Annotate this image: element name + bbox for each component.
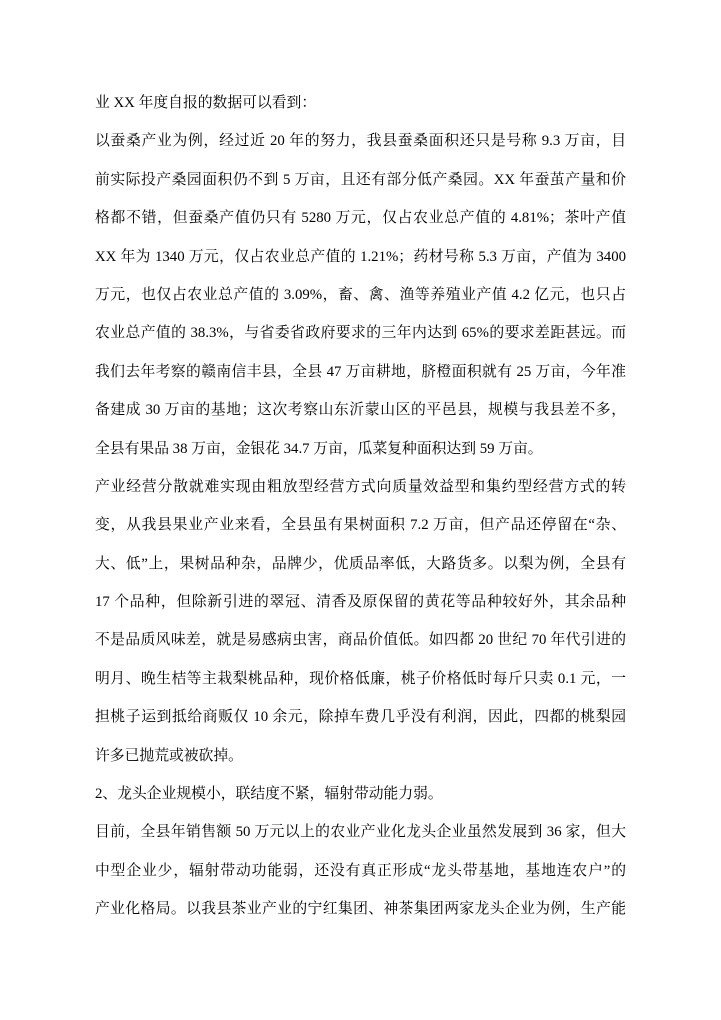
text-line: 全县有果品 38 万亩，金银花 34.7 万亩，瓜菜复种面积达到 59 万亩。: [95, 440, 543, 457]
paragraph: [95, 468, 626, 775]
paragraph: [95, 84, 626, 122]
text-line: 万元，也仅占农业总产值的 3.09%，畜、禽、渔等养殖业产值 4.2 亿元，也只占: [95, 286, 626, 303]
text-line: 不是品质风味差，就是易感病虫害，商品价值低。如四都 20 世纪 70 年代引进的: [95, 632, 626, 649]
text-line: 以蚕桑产业为例，经过近 20 年的努力，我县蚕桑面积还只是号称 9.3 万亩，目: [95, 133, 626, 150]
text-line: 业 XX 年度自报的数据可以看到：: [95, 95, 317, 111]
text-line: 产业化格局。以我县茶业产业的宁红集团、神茶集团两家龙头企业为例，生产能: [95, 901, 626, 918]
text-line: 前实际投产桑园面积仍不到 5 万亩，且还有部分低产桑园。XX 年蚕茧产量和价: [95, 171, 626, 188]
text-line: 变，从我县果业产业来看，全县虽有果树面积 7.2 万亩，但产品还停留在“杂、: [95, 517, 626, 534]
paragraph: [95, 122, 626, 468]
text-line: 2、龙头企业规模小，联结度不紧，辐射带动能力弱。: [95, 786, 443, 803]
text-line: 备建成 30 万亩的基地；这次考察山东沂蒙山区的平邑县，规模与我县差不多，: [95, 402, 626, 419]
text-line: 我们去年考察的赣南信丰县，全县 47 万亩耕地，脐橙面积就有 25 万亩，今年准: [95, 363, 626, 380]
text-line: XX 年为 1340 万元，仅占农业总产值的 1.21%；药材号称 5.3 万亩，产值为 3400: [95, 248, 626, 265]
paragraph: [95, 813, 626, 928]
text-line: 17 个品种，但除新引进的翠冠、清香及原保留的黄花等品种较好外，其余品种: [95, 594, 626, 611]
text-line: 农业总产值的 38.3%，与省委省政府要求的三年内达到 65%的要求差距甚远。而: [95, 325, 626, 342]
text-block: [95, 84, 626, 929]
text-line: 许多已抛荒或被砍掉。: [95, 747, 243, 764]
text-line: 担桃子运到抵给商贩仅 10 余元，除掉车费几乎没有利润，因此，四都的桃梨园: [95, 709, 626, 726]
paragraph-numbered-heading: [95, 775, 626, 813]
text-line: 产业经营分散就难实现由粗放型经营方式向质量效益型和集约型经营方式的转: [95, 478, 626, 495]
text-line: 目前，全县年销售额 50 万元以上的农业产业化龙头企业虽然发展到 36 家，但大: [95, 824, 626, 841]
text-line: 明月、晚生桔等主栽梨桃品种，现价格低廉，桃子价格低时每斤只卖 0.1 元，一: [95, 670, 626, 687]
text-line: 中型企业少，辐射带动功能弱，还没有真正形成“龙头带基地，基地连农户”的: [95, 862, 626, 879]
text-line: 格都不错，但蚕桑产值仍只有 5280 万元，仅占农业总产值的 4.81%；茶叶产值: [95, 210, 626, 227]
text-line: 大、低”上，果树品种杂，品牌少，优质品率低，大路货多。以梨为例，全县有: [95, 555, 626, 572]
